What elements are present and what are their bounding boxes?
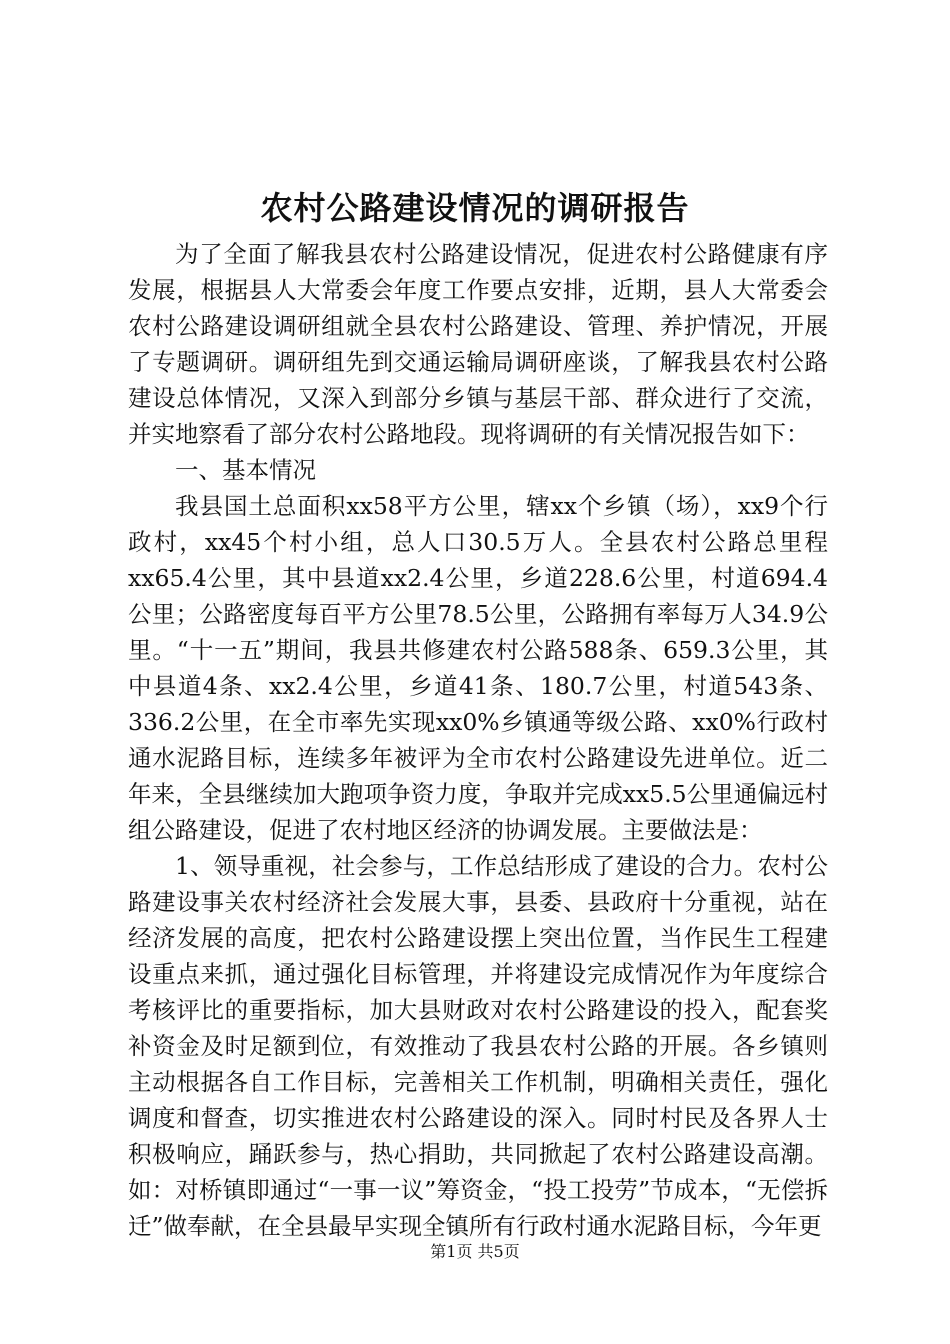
- document-body: [128, 236, 828, 1244]
- paragraph-basic-info: 我县国土总面积xx58平方公里，辖xx个乡镇（场），xx9个行政村，xx45个村小组，总人口30.5万人。全县农村公路总里程xx65.4公里，其中县道xx2.4公里，乡道228.6公里，村道694.4公里；公路密度每百平方公里78.5公里，公路拥有率每万人34.9公里。“十一五”期间，我县共修建农村公路588条、659.3公里，其中县道4条、xx2.4公里，乡道41条、180.7公里，村道543条、336.2公里，在全市率先实现xx0%乡镇通等级公路、xx0%行政村通水泥路目标，连续多年被评为全市农村公路建设先进单位。近二年来，全县继续加大跑项争资力度，争取并完成xx5.5公里通偏远村组公路建设，促进了农村地区经济的协调发展。主要做法是：: [128, 492, 828, 844]
- page-footer: 第1页 共5页: [430, 1242, 520, 1261]
- paragraph-leadership: 1、领导重视，社会参与，工作总结形成了建设的合力。农村公路建设事关农村经济社会发展大事，县委、县政府十分重视，站在经济发展的高度，把农村公路建设摆上突出位置，当作民生工程建设重点来抓，通过强化目标管理，并将建设完成情况作为年度综合考核评比的重要指标，加大县财政对农村公路建设的投入，配套奖补资金及时足额到位，有效推动了我县农村公路的开展。各乡镇则主动根据各自工作目标，完善相关工作机制，明确相关责任，强化调度和督查，切实推进农村公路建设的深入。同时村民及各界人士积极响应，踊跃参与，热心捐助，共同掀起了农村公路建设高潮。如：对桥镇即通过“一事一议”筹资金，“投工投劳”节成本，“无偿拆迁”做奉献，在全县最早实现全镇所有行政村通水泥路目标，今年更: [128, 852, 828, 1240]
- page-title: 农村公路建设情况的调研报告: [260, 189, 690, 227]
- section-heading-basic: 一、基本情况: [175, 456, 316, 484]
- paragraph-intro: 为了全面了解我县农村公路建设情况，促进农村公路健康有序发展，根据县人大常委会年度工作要点安排，近期，县人大常委会农村公路建设调研组就全县农村公路建设、管理、养护情况，开展了专题调研。调研组先到交通运输局调研座谈，了解我县农村公路建设总体情况，又深入到部分乡镇与基层干部、群众进行了交流，并实地察看了部分农村公路地段。现将调研的有关情况报告如下：: [128, 240, 828, 448]
